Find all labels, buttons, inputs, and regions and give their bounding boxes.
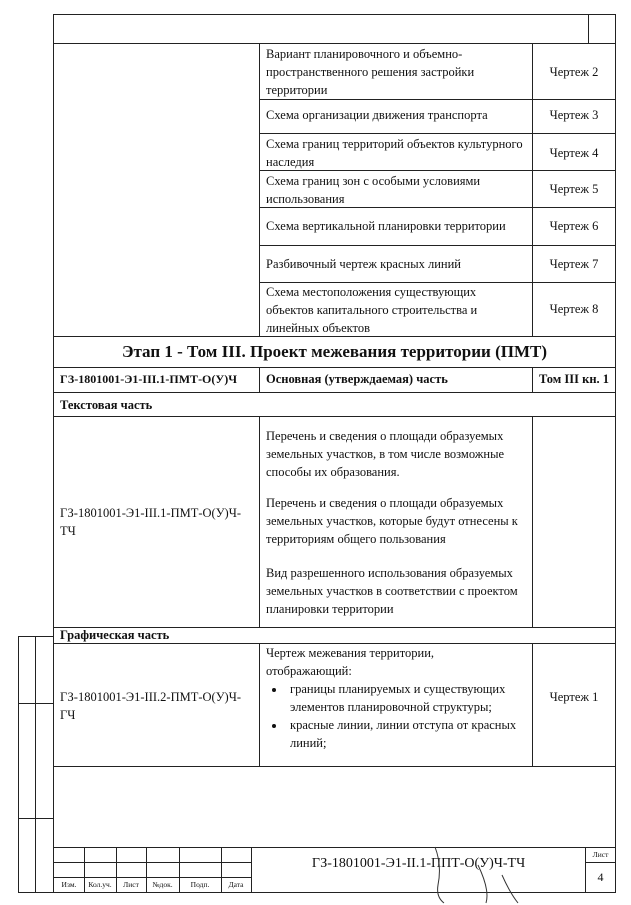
stamp-col: №док. xyxy=(152,880,173,889)
row-ref: Чертеж 3 xyxy=(549,108,599,122)
text-item: Перечень и сведения о площади образуемых земельных участков, которые будут отнесены к территориям общего пользования xyxy=(266,496,518,546)
row-desc: Вариант планировочного и объемно-пространственного решения застройки территории xyxy=(266,47,475,97)
frame-left xyxy=(53,14,54,893)
main-part-volume: Том III кн. 1 xyxy=(538,372,610,386)
frame-right xyxy=(615,14,616,893)
stamp-col: Изм. xyxy=(61,880,77,889)
stamp-doc-code: ГЗ-1801001-Э1-II.1-ППТ-О(У)Ч-ТЧ xyxy=(311,856,526,871)
text-item: Вид разрешенного использования образуемых земельных участков в соответствии с проектом планировки территории xyxy=(266,566,518,616)
row-desc: Разбивочный чертеж красных линий xyxy=(266,257,461,271)
list-item: • красные линии, линии отступа от красных линий; xyxy=(286,716,532,752)
text-item: Перечень и сведения о площади образуемых земельных участков, в том числе возможные способы их образования. xyxy=(266,429,505,479)
graphic-intro: Чертеж межевания территории, отображающий: xyxy=(266,646,435,678)
graphic-ref: Чертеж 1 xyxy=(549,690,599,704)
row-desc: Схема границ зон с особыми условиями использования xyxy=(266,174,481,206)
graphic-bullets xyxy=(246,680,532,752)
row-ref: Чертеж 6 xyxy=(549,219,599,233)
main-part-code: ГЗ-1801001-Э1-III.1-ПМТ-О(У)Ч xyxy=(60,372,237,386)
list-item: • границы планируемых и существующих элементов планировочной структуры; xyxy=(286,680,532,716)
row-desc: Схема местоположения существующих объектов капитального строительства и линейных объектов xyxy=(266,285,478,335)
frame-top xyxy=(53,14,616,15)
row-desc: Схема организации движения транспорта xyxy=(266,108,488,122)
text-section-code: ГЗ-1801001-Э1-III.1-ПМТ-О(У)Ч-ТЧ xyxy=(60,506,241,538)
graphic-section-label: Графическая часть xyxy=(60,628,170,642)
row-ref: Чертеж 4 xyxy=(549,146,599,160)
text-section-label: Текстовая часть xyxy=(60,398,153,412)
row-desc: Схема вертикальной планировки территории xyxy=(266,219,506,233)
frame-bottom xyxy=(53,892,616,893)
row-ref: Чертеж 5 xyxy=(549,182,599,196)
row-ref: Чертеж 8 xyxy=(549,302,599,316)
main-part-title: Основная (утверждаемая) часть xyxy=(266,372,448,386)
row-ref: Чертеж 7 xyxy=(549,257,599,271)
row-desc: Схема границ территорий объектов культурного наследия xyxy=(266,137,523,169)
stamp-sheet-label: Лист xyxy=(592,850,609,859)
graphic-section-code: ГЗ-1801001-Э1-III.2-ПМТ-О(У)Ч-ГЧ xyxy=(60,690,241,722)
row-ref: Чертеж 2 xyxy=(549,65,599,79)
stamp-col: Кол.уч. xyxy=(88,880,112,889)
stamp-col: Дата xyxy=(228,880,244,889)
stamp-sheet-number: 4 xyxy=(597,870,604,884)
stamp-col: Лист xyxy=(123,880,139,889)
stage-heading: Этап 1 - Том III. Проект межевания территории (ПМТ) xyxy=(121,342,548,361)
handwritten-mark xyxy=(420,845,530,905)
stamp-col: Подп. xyxy=(190,880,210,889)
